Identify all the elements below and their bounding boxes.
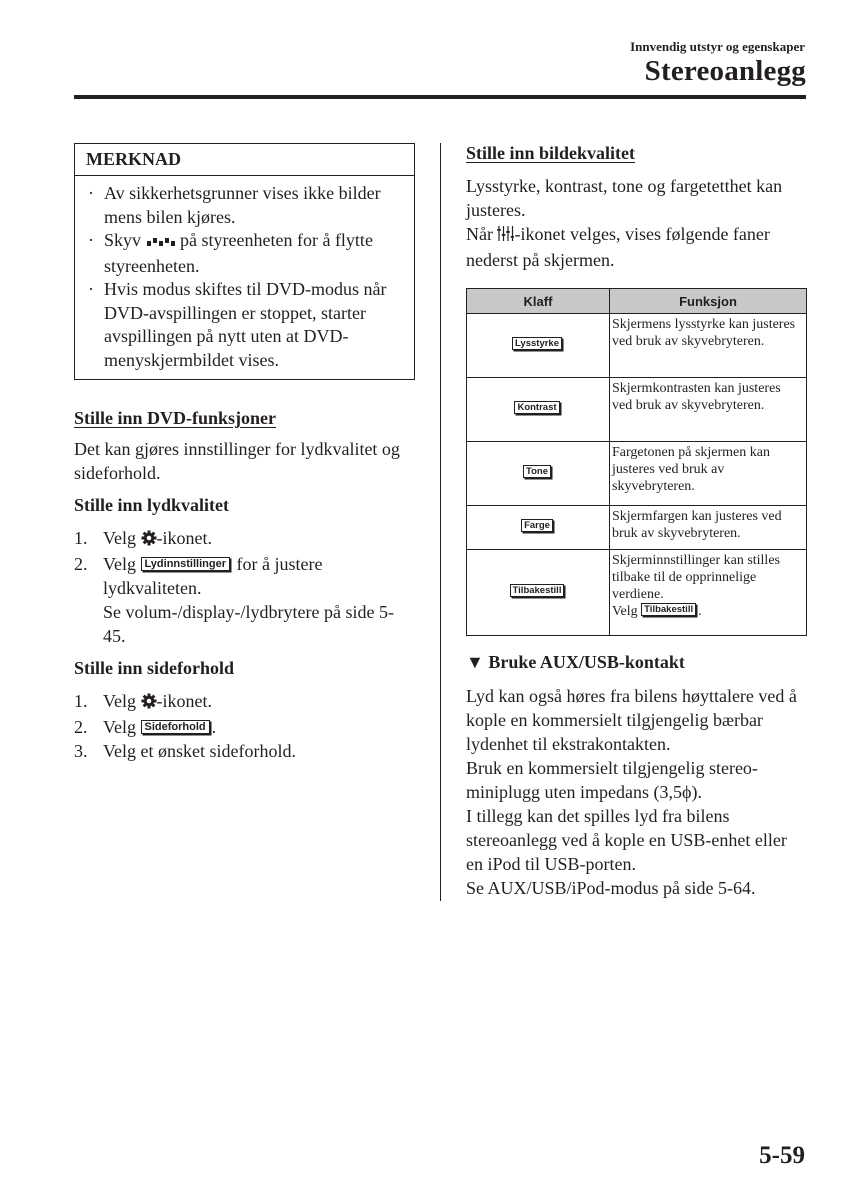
step-text-after: . xyxy=(211,717,217,737)
picture-section-title: Stille inn bildekvalitet xyxy=(466,143,636,163)
step-text-before: Velg xyxy=(103,554,141,574)
note-box xyxy=(74,143,415,380)
left-column xyxy=(74,143,416,763)
step-text xyxy=(103,715,216,739)
bullet: · xyxy=(88,230,94,250)
step-text-before: Velg xyxy=(103,717,141,737)
step-text xyxy=(103,552,416,648)
table-row xyxy=(467,550,807,636)
step-text-before: Velg xyxy=(103,528,141,548)
note-text-after: på styreenheten for å flytte styreenheten. xyxy=(104,230,373,276)
table-cell-func: Skjermfargen kan justeres ved bruk av skyvebryteren. xyxy=(610,506,807,550)
note-item-text: Av sikkerhetsgrunner vises ikke bilder mens bilen kjøres. xyxy=(104,183,381,227)
tab-farge-button[interactable]: Farge xyxy=(521,519,553,532)
velg-text: Velg xyxy=(612,604,642,619)
velg-after: . xyxy=(698,604,702,619)
table-header-funksjon: Funksjon xyxy=(610,289,807,314)
note-item-text: Hvis modus skiftes til DVD-modus når DVD-avspillingen er stoppet, starter avspillingen på nytt uten at DVD-menyskjermbildet vises. xyxy=(104,279,387,370)
step-number: 3. xyxy=(74,741,88,761)
controller-slide-icon xyxy=(146,231,176,255)
table-row xyxy=(467,506,807,550)
sound-settings-button[interactable]: Lydinnstillinger xyxy=(141,557,231,571)
aux-line: Se AUX/USB/iPod-modus på side 5-64. xyxy=(466,878,756,898)
tab-lysstyrke-button[interactable]: Lysstyrke xyxy=(512,337,562,350)
table-header-klaff: Klaff xyxy=(467,289,610,314)
note-body xyxy=(75,176,414,379)
bullet: · xyxy=(88,183,94,203)
note-item xyxy=(88,182,406,229)
picture-p2-before: Når xyxy=(466,224,498,244)
table-cell-func: Fargetonen på skjermen kan justeres ved bruk av skyvebryteren. xyxy=(610,442,807,506)
table-row xyxy=(467,442,807,506)
picture-p2-after: -ikonet velges, vises følgende faner nederst på skjermen. xyxy=(466,224,770,270)
step-number: 2. xyxy=(74,554,88,574)
step-text xyxy=(103,526,212,552)
table-cell-func: Skjermens lysstyrke kan justeres ved bruk av skyvebryteren. xyxy=(610,314,807,378)
note-item xyxy=(88,278,406,372)
table-cell-func: Skjermkontrasten kan justeres ved bruk av skyvebryteren. xyxy=(610,378,807,442)
step-text-before: Velg xyxy=(103,691,141,711)
picture-p2 xyxy=(466,222,807,272)
step xyxy=(74,552,416,648)
step xyxy=(74,526,416,552)
table-row xyxy=(467,314,807,378)
page-number: 5-59 xyxy=(759,1142,805,1169)
aspect-ratio-button[interactable]: Sideforhold xyxy=(141,720,210,734)
page-title: Stereoanlegg xyxy=(644,55,806,87)
section-heading: Innvendig utstyr og egenskaper xyxy=(630,39,805,54)
note-heading: MERKNAD xyxy=(75,144,414,176)
tab-tilbakestill-button[interactable]: Tilbakestill xyxy=(510,584,565,597)
step-text-after: -ikonet. xyxy=(156,528,212,548)
note-item-text xyxy=(104,229,406,278)
dvd-intro: Det kan gjøres innstillinger for lydkvalitet og sideforhold. xyxy=(74,439,400,483)
step-extra: Se volum-/display-/lydbrytere på side 5-45. xyxy=(103,602,394,646)
table-cell-func xyxy=(610,550,807,636)
sound-title: Stille inn lydkvalitet xyxy=(74,495,230,515)
table-cell-tab xyxy=(467,314,610,378)
right-column xyxy=(466,143,807,900)
tab-tone-button[interactable]: Tone xyxy=(523,465,551,478)
table-header-row xyxy=(467,289,807,314)
table-cell-tab xyxy=(467,442,610,506)
column-divider xyxy=(440,143,441,901)
table-row xyxy=(467,378,807,442)
settings-gear-icon xyxy=(141,528,157,552)
aux-line: Lyd kan også høres fra bilens høyttalere ved å kople en kommersielt tilgjengelig bærbar lydenhet til ekstrakontakten. xyxy=(466,686,797,754)
step-number: 1. xyxy=(74,691,88,711)
step-text: Velg et ønsket sideforhold. xyxy=(103,741,296,761)
table-cell-func-text: Skjerminnstillinger kan stilles tilbake til de opprinnelige verdiene. xyxy=(612,553,780,602)
reset-button[interactable]: Tilbakestill xyxy=(641,603,696,616)
aux-line: I tillegg kan det spilles lyd fra bilens stereoanlegg ved å kople en USB-enhet eller en iPod til USB-porten. xyxy=(466,806,787,874)
step xyxy=(74,715,416,739)
step xyxy=(74,739,416,763)
table-cell-tab xyxy=(467,550,610,636)
picture-tabs-table xyxy=(466,288,807,636)
step-number: 1. xyxy=(74,528,88,548)
table-cell-tab xyxy=(467,506,610,550)
note-text-before: Skyv xyxy=(104,230,146,250)
step-text xyxy=(103,689,212,715)
table-cell-tab xyxy=(467,378,610,442)
aux-body xyxy=(466,684,807,900)
triangle-down-icon: ▼ xyxy=(466,652,484,672)
aux-title-text: Bruke AUX/USB-kontakt xyxy=(488,652,685,672)
aspect-steps xyxy=(74,689,416,763)
step-number: 2. xyxy=(74,717,88,737)
aux-section-title xyxy=(466,652,807,673)
tab-kontrast-button[interactable]: Kontrast xyxy=(514,401,559,414)
step-text-after: -ikonet. xyxy=(156,691,212,711)
step xyxy=(74,689,416,715)
aspect-title: Stille inn sideforhold xyxy=(74,658,235,678)
sound-steps xyxy=(74,526,416,648)
settings-gear-icon xyxy=(141,691,157,715)
header-rule xyxy=(74,95,806,99)
step-text-after: for å justere lydkvaliteten. xyxy=(103,554,323,598)
dvd-section-title: Stille inn DVD-funksjoner xyxy=(74,408,277,428)
picture-p1: Lysstyrke, kontrast, tone og fargetetthet kan justeres. xyxy=(466,176,783,220)
bullet: · xyxy=(88,279,94,299)
note-item xyxy=(88,229,406,278)
aux-line: Bruk en kommersielt tilgjengelig stereo-miniplugg uten impedans (3,5ϕ). xyxy=(466,758,758,802)
picture-adjust-icon xyxy=(497,224,514,248)
